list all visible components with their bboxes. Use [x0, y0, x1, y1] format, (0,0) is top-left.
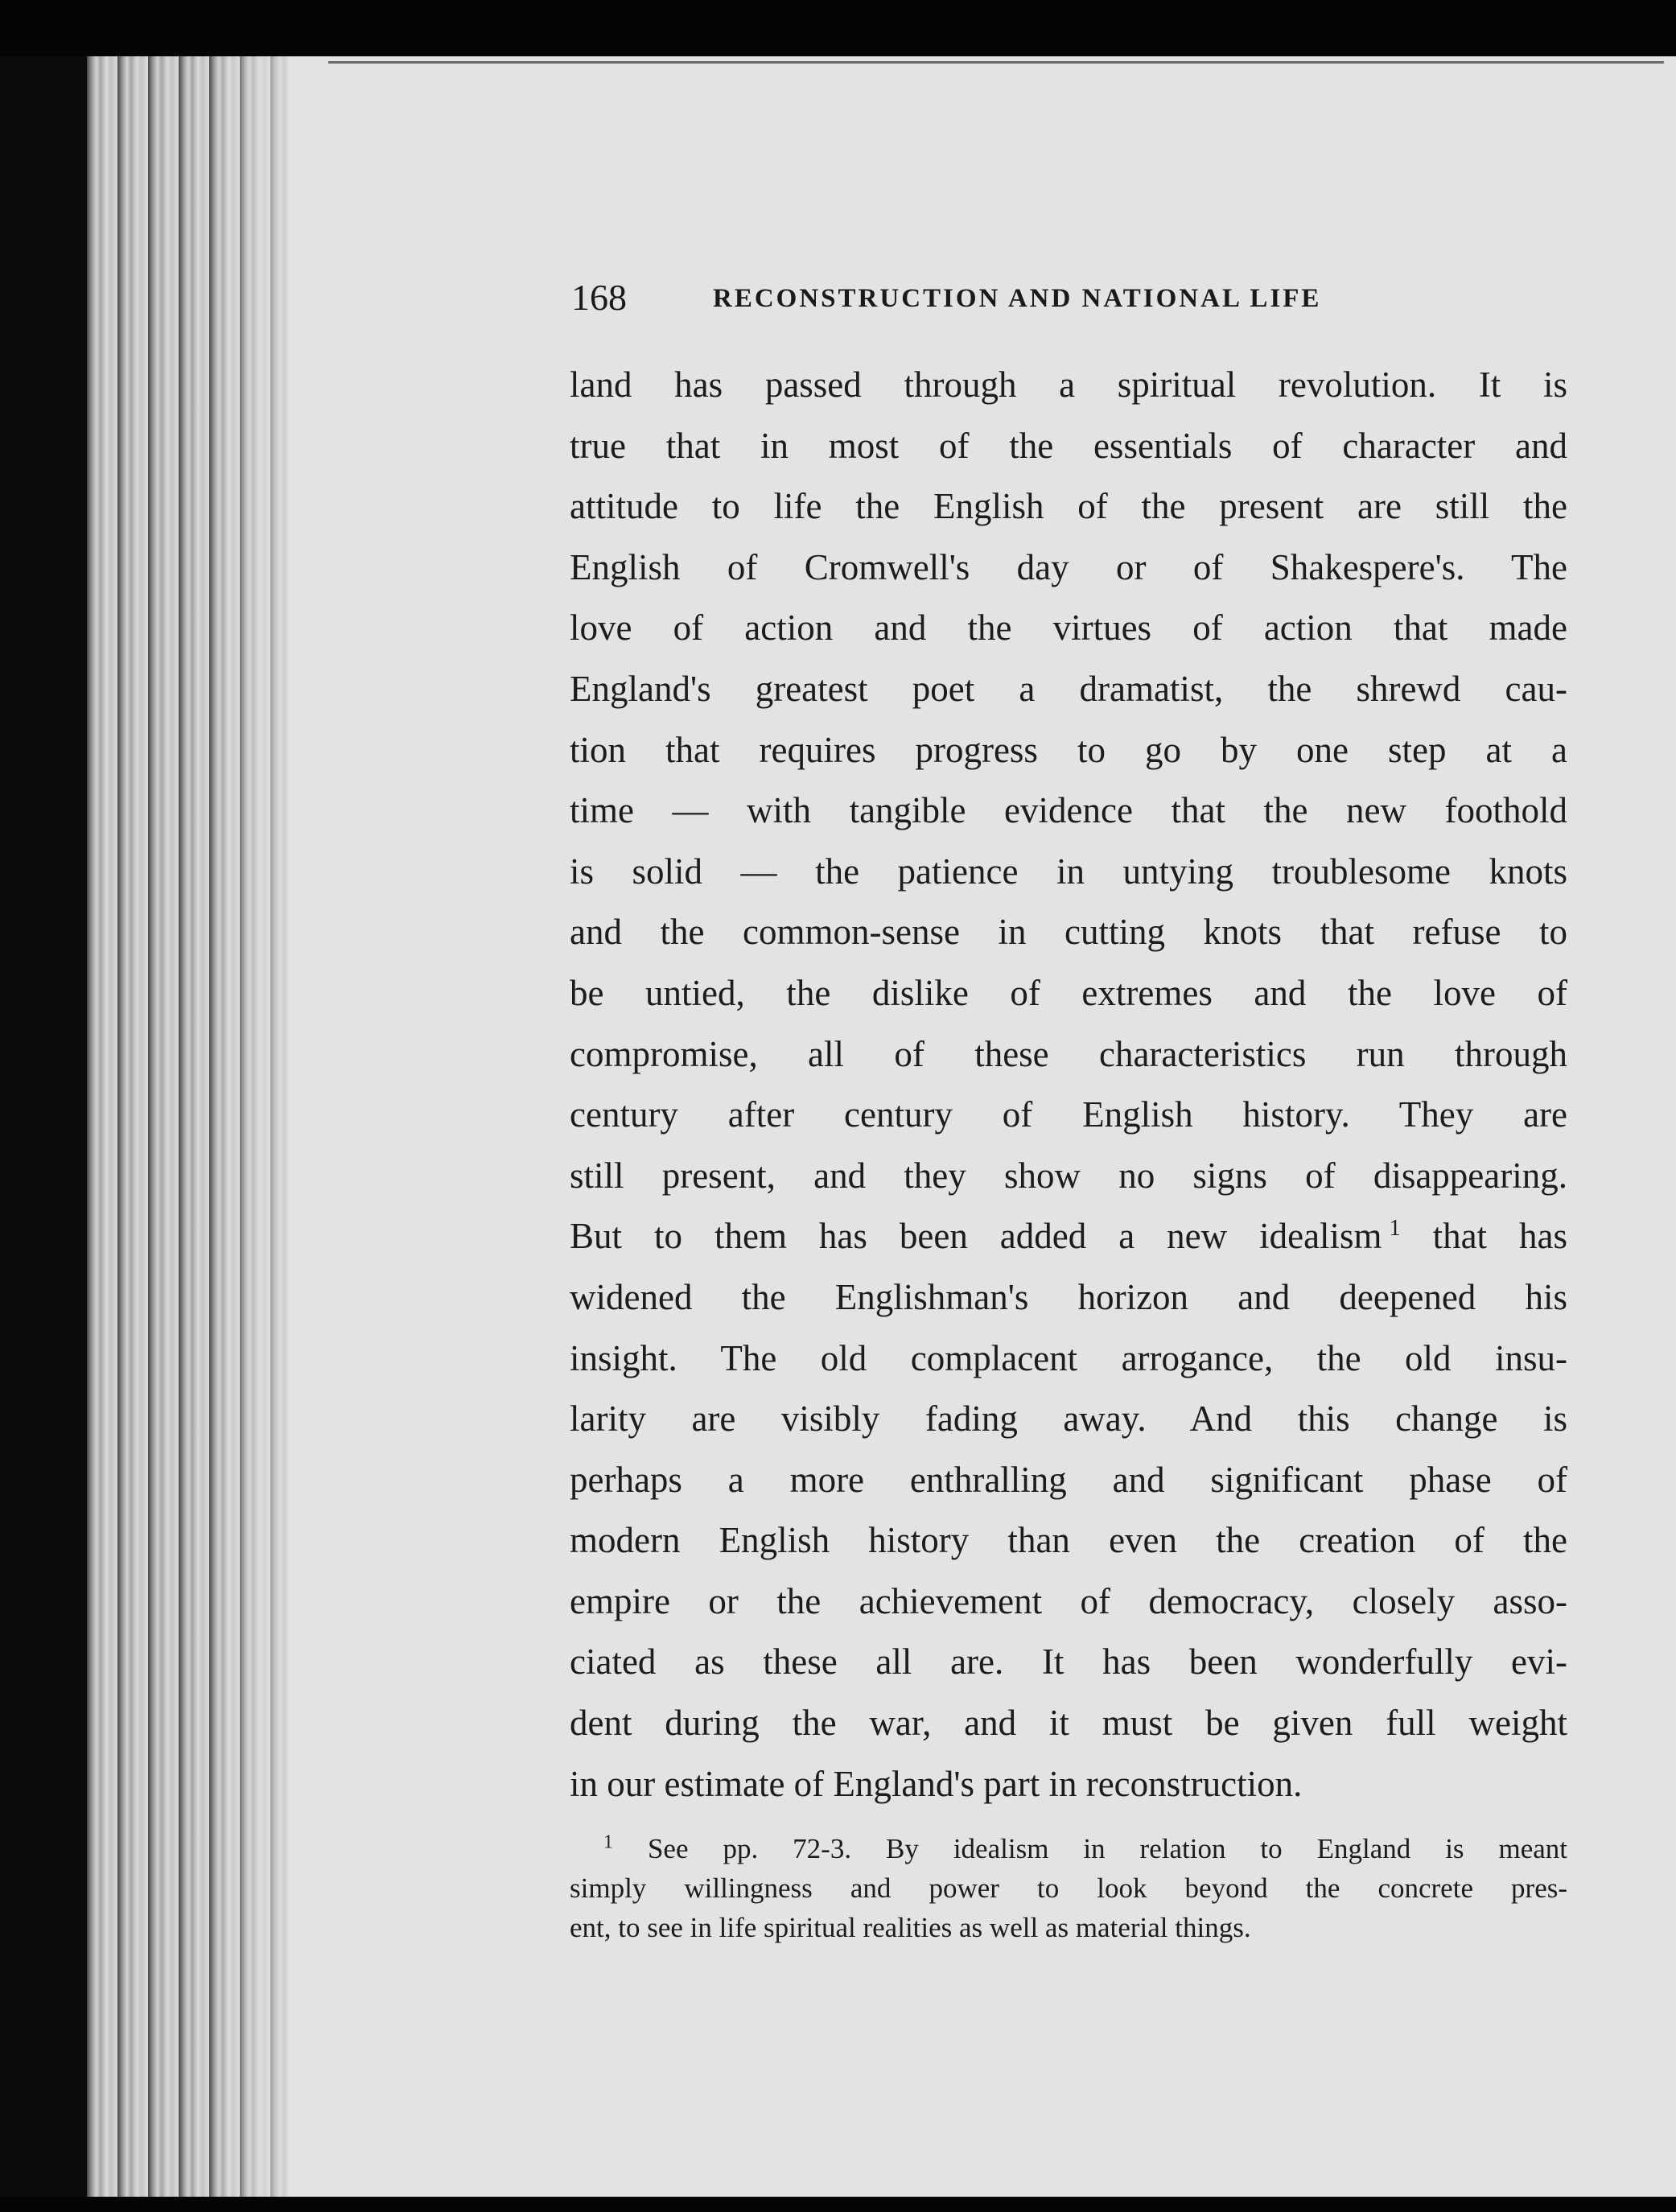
- text-line: larity are visibly fading away. And this change is: [570, 1398, 1567, 1440]
- text-line: modern English history than even the creation of the: [570, 1520, 1567, 1561]
- text-line: perhaps a more enthralling and significant phase of: [570, 1459, 1567, 1500]
- page-number: 168: [571, 277, 627, 318]
- text-line: widened the Englishman's horizon and deepened his: [570, 1276, 1567, 1317]
- footnote-text: See pp. 72-3. By idealism in relation to England is meant: [647, 1833, 1568, 1864]
- footnote-line: simply willingness and power to look beyond the concrete pres-: [570, 1872, 1567, 1904]
- page-top-rule: [328, 61, 1664, 64]
- text-line: tion that requires progress to go by one step at a: [570, 729, 1567, 770]
- scan-top-border: [0, 0, 1676, 56]
- footnote: [570, 1829, 1567, 1947]
- footnote-reference: 1: [1389, 1216, 1401, 1242]
- body-text: [570, 355, 1567, 1814]
- text-line: English of Cromwell's day or of Shakespere's. The: [570, 546, 1567, 587]
- text-line: land has passed through a spiritual revolution. It is: [570, 365, 1567, 405]
- text-line: century after century of English history. They are: [570, 1094, 1567, 1135]
- running-head: RECONSTRUCTION AND NATIONAL LIFE: [713, 284, 1322, 313]
- text-line: and the common-sense in cutting knots that refuse to: [570, 912, 1567, 953]
- text-segment: But to them has been added a new idealism: [570, 1216, 1382, 1257]
- page-header: [571, 274, 1577, 322]
- text-line: is solid — the patience in untying troublesome knots: [570, 851, 1567, 892]
- text-line: time — with tangible evidence that the new foothold: [570, 790, 1567, 831]
- text-line: compromise, all of these characteristics run through: [570, 1033, 1567, 1074]
- text-line: still present, and they show no signs of disappearing.: [570, 1155, 1567, 1196]
- footnote-marker: 1: [603, 1831, 613, 1853]
- text-line: love of action and the virtues of action that made: [570, 608, 1567, 649]
- scan-bottom-border: [0, 2197, 1676, 2212]
- text-line: true that in most of the essentials of character and: [570, 425, 1567, 466]
- page-edge-fade: [208, 56, 320, 2197]
- footnote-line: ent, to see in life spiritual realities as well as material things.: [570, 1912, 1251, 1943]
- text-line: ciated as these all are. It has been wonderfully evi-: [570, 1641, 1567, 1683]
- text-line: in our estimate of England's part in reconstruction.: [570, 1763, 1303, 1804]
- text-line: attitude to life the English of the present are still the: [570, 486, 1567, 527]
- text-line: England's greatest poet a dramatist, the shrewd cau-: [570, 668, 1567, 709]
- text-line: empire or the achievement of democracy, closely asso-: [570, 1580, 1567, 1621]
- text-line: insight. The old complacent arrogance, the old insu-: [570, 1337, 1567, 1378]
- text-segment: that has: [1432, 1216, 1567, 1257]
- text-line: be untied, the dislike of extremes and the love of: [570, 972, 1567, 1013]
- text-line-with-footnote-ref: [570, 1206, 1567, 1267]
- footnote-line: [570, 1829, 1567, 1868]
- text-line: dent during the war, and it must be given full weight: [570, 1703, 1567, 1744]
